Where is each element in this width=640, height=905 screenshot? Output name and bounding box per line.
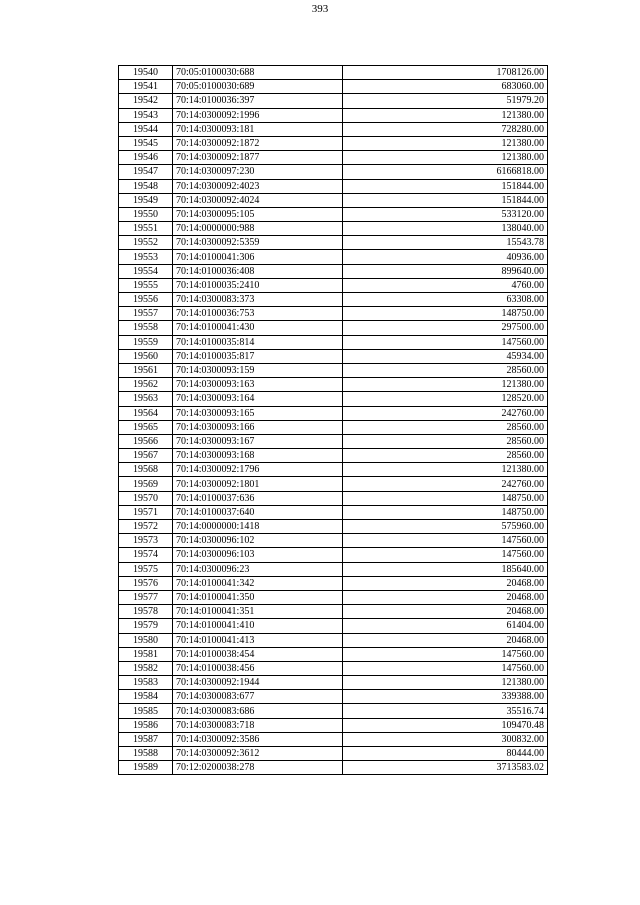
table-row xyxy=(119,193,548,207)
cadastral-value-cell: 15543.78 xyxy=(343,236,548,250)
cadastral-value-cell: 575960.00 xyxy=(343,520,548,534)
cadastral-number-cell: 70:14:0100038:454 xyxy=(173,647,343,661)
row-number-cell: 19583 xyxy=(119,676,173,690)
row-number-cell: 19543 xyxy=(119,108,173,122)
row-number-cell: 19552 xyxy=(119,236,173,250)
cadastral-number-cell: 70:14:0300092:4024 xyxy=(173,193,343,207)
row-number-cell: 19560 xyxy=(119,349,173,363)
cadastral-number-cell: 70:14:0300096:102 xyxy=(173,534,343,548)
cadastral-number-cell: 70:14:0300092:5359 xyxy=(173,236,343,250)
table-row xyxy=(119,236,548,250)
cadastral-value-cell: 148750.00 xyxy=(343,505,548,519)
cadastral-number-cell: 70:14:0300092:1877 xyxy=(173,151,343,165)
table-row xyxy=(119,335,548,349)
table-row xyxy=(119,633,548,647)
table-row xyxy=(119,66,548,80)
cadastral-value-cell: 20468.00 xyxy=(343,605,548,619)
cadastral-number-cell: 70:14:0100038:456 xyxy=(173,661,343,675)
cadastral-value-cell: 63308.00 xyxy=(343,293,548,307)
table-row xyxy=(119,264,548,278)
table-row xyxy=(119,732,548,746)
row-number-cell: 19580 xyxy=(119,633,173,647)
row-number-cell: 19578 xyxy=(119,605,173,619)
table-row xyxy=(119,576,548,590)
cadastral-number-cell: 70:14:0300093:163 xyxy=(173,378,343,392)
table-row xyxy=(119,704,548,718)
cadastral-value-cell: 20468.00 xyxy=(343,576,548,590)
row-number-cell: 19589 xyxy=(119,761,173,775)
cadastral-value-cell: 121380.00 xyxy=(343,136,548,150)
cadastral-number-cell: 70:14:0100041:410 xyxy=(173,619,343,633)
table-row xyxy=(119,406,548,420)
cadastral-value-cell: 28560.00 xyxy=(343,449,548,463)
row-number-cell: 19562 xyxy=(119,378,173,392)
cadastral-number-cell: 70:14:0100035:817 xyxy=(173,349,343,363)
row-number-cell: 19556 xyxy=(119,293,173,307)
cadastral-value-cell: 28560.00 xyxy=(343,363,548,377)
row-number-cell: 19546 xyxy=(119,151,173,165)
cadastral-number-cell: 70:12:0200038:278 xyxy=(173,761,343,775)
cadastral-value-cell: 121380.00 xyxy=(343,378,548,392)
table-body xyxy=(119,66,548,775)
cadastral-value-table xyxy=(118,65,548,775)
cadastral-number-cell: 70:14:0300092:3612 xyxy=(173,747,343,761)
cadastral-value-cell: 3713583.02 xyxy=(343,761,548,775)
cadastral-number-cell: 70:14:0100035:814 xyxy=(173,335,343,349)
cadastral-value-cell: 185640.00 xyxy=(343,562,548,576)
table-row xyxy=(119,548,548,562)
row-number-cell: 19545 xyxy=(119,136,173,150)
table-row xyxy=(119,619,548,633)
table-row xyxy=(119,151,548,165)
cadastral-number-cell: 70:14:0300092:1872 xyxy=(173,136,343,150)
cadastral-number-cell: 70:14:0100035:2410 xyxy=(173,278,343,292)
row-number-cell: 19561 xyxy=(119,363,173,377)
cadastral-number-cell: 70:14:0300093:165 xyxy=(173,406,343,420)
cadastral-number-cell: 70:14:0100036:397 xyxy=(173,94,343,108)
cadastral-number-cell: 70:14:0300092:4023 xyxy=(173,179,343,193)
row-number-cell: 19586 xyxy=(119,718,173,732)
cadastral-value-cell: 148750.00 xyxy=(343,307,548,321)
row-number-cell: 19571 xyxy=(119,505,173,519)
cadastral-value-cell: 45934.00 xyxy=(343,349,548,363)
table-row xyxy=(119,761,548,775)
cadastral-value-cell: 35516.74 xyxy=(343,704,548,718)
cadastral-number-cell: 70:14:0100041:351 xyxy=(173,605,343,619)
table-row xyxy=(119,136,548,150)
cadastral-value-cell: 899640.00 xyxy=(343,264,548,278)
cadastral-value-cell: 297500.00 xyxy=(343,321,548,335)
cadastral-number-cell: 70:14:0300093:159 xyxy=(173,363,343,377)
cadastral-number-cell: 70:14:0300095:105 xyxy=(173,207,343,221)
cadastral-number-cell: 70:14:0300083:718 xyxy=(173,718,343,732)
cadastral-value-cell: 339388.00 xyxy=(343,690,548,704)
table-row xyxy=(119,747,548,761)
table-row xyxy=(119,449,548,463)
row-number-cell: 19575 xyxy=(119,562,173,576)
row-number-cell: 19557 xyxy=(119,307,173,321)
cadastral-number-cell: 70:14:0300097:230 xyxy=(173,165,343,179)
cadastral-number-cell: 70:14:0100041:306 xyxy=(173,250,343,264)
cadastral-number-cell: 70:14:0300096:23 xyxy=(173,562,343,576)
row-number-cell: 19553 xyxy=(119,250,173,264)
table-row xyxy=(119,718,548,732)
cadastral-number-cell: 70:14:0100041:430 xyxy=(173,321,343,335)
row-number-cell: 19542 xyxy=(119,94,173,108)
cadastral-value-cell: 121380.00 xyxy=(343,151,548,165)
cadastral-value-cell: 147560.00 xyxy=(343,534,548,548)
table-row xyxy=(119,179,548,193)
cadastral-number-cell: 70:14:0300093:168 xyxy=(173,449,343,463)
cadastral-value-cell: 300832.00 xyxy=(343,732,548,746)
row-number-cell: 19551 xyxy=(119,222,173,236)
cadastral-number-cell: 70:14:0100037:640 xyxy=(173,505,343,519)
cadastral-value-cell: 148750.00 xyxy=(343,491,548,505)
row-number-cell: 19555 xyxy=(119,278,173,292)
table-row xyxy=(119,293,548,307)
cadastral-number-cell: 70:14:0000000:1418 xyxy=(173,520,343,534)
row-number-cell: 19587 xyxy=(119,732,173,746)
table-row xyxy=(119,420,548,434)
row-number-cell: 19570 xyxy=(119,491,173,505)
cadastral-value-cell: 109470.48 xyxy=(343,718,548,732)
cadastral-value-cell: 242760.00 xyxy=(343,406,548,420)
cadastral-value-cell: 20468.00 xyxy=(343,590,548,604)
cadastral-number-cell: 70:14:0100036:408 xyxy=(173,264,343,278)
cadastral-value-cell: 1708126.00 xyxy=(343,66,548,80)
cadastral-value-cell: 147560.00 xyxy=(343,548,548,562)
row-number-cell: 19559 xyxy=(119,335,173,349)
row-number-cell: 19573 xyxy=(119,534,173,548)
row-number-cell: 19567 xyxy=(119,449,173,463)
table-row xyxy=(119,278,548,292)
table-row xyxy=(119,122,548,136)
table-row xyxy=(119,661,548,675)
table-row xyxy=(119,94,548,108)
cadastral-number-cell: 70:14:0300092:1944 xyxy=(173,676,343,690)
cadastral-number-cell: 70:14:0000000:988 xyxy=(173,222,343,236)
cadastral-number-cell: 70:14:0100037:636 xyxy=(173,491,343,505)
table-row xyxy=(119,690,548,704)
cadastral-value-cell: 151844.00 xyxy=(343,179,548,193)
row-number-cell: 19569 xyxy=(119,477,173,491)
cadastral-value-cell: 128520.00 xyxy=(343,392,548,406)
row-number-cell: 19582 xyxy=(119,661,173,675)
cadastral-value-cell: 147560.00 xyxy=(343,335,548,349)
cadastral-number-cell: 70:14:0100041:413 xyxy=(173,633,343,647)
row-number-cell: 19581 xyxy=(119,647,173,661)
table-row xyxy=(119,378,548,392)
cadastral-number-cell: 70:05:0100030:689 xyxy=(173,80,343,94)
cadastral-number-cell: 70:14:0100036:753 xyxy=(173,307,343,321)
row-number-cell: 19547 xyxy=(119,165,173,179)
cadastral-value-cell: 683060.00 xyxy=(343,80,548,94)
cadastral-number-cell: 70:14:0300093:181 xyxy=(173,122,343,136)
cadastral-number-cell: 70:14:0300092:1996 xyxy=(173,108,343,122)
row-number-cell: 19585 xyxy=(119,704,173,718)
cadastral-value-cell: 121380.00 xyxy=(343,108,548,122)
row-number-cell: 19566 xyxy=(119,434,173,448)
cadastral-number-cell: 70:14:0300093:164 xyxy=(173,392,343,406)
cadastral-value-cell: 28560.00 xyxy=(343,434,548,448)
row-number-cell: 19550 xyxy=(119,207,173,221)
cadastral-value-cell: 138040.00 xyxy=(343,222,548,236)
table-row xyxy=(119,250,548,264)
table-row xyxy=(119,590,548,604)
table-row xyxy=(119,605,548,619)
cadastral-number-cell: 70:14:0100041:350 xyxy=(173,590,343,604)
table-row xyxy=(119,505,548,519)
cadastral-value-cell: 6166818.00 xyxy=(343,165,548,179)
table-row xyxy=(119,477,548,491)
row-number-cell: 19572 xyxy=(119,520,173,534)
row-number-cell: 19563 xyxy=(119,392,173,406)
cadastral-value-cell: 121380.00 xyxy=(343,676,548,690)
row-number-cell: 19554 xyxy=(119,264,173,278)
cadastral-number-cell: 70:14:0300092:1801 xyxy=(173,477,343,491)
cadastral-value-cell: 147560.00 xyxy=(343,647,548,661)
row-number-cell: 19540 xyxy=(119,66,173,80)
cadastral-number-cell: 70:05:0100030:688 xyxy=(173,66,343,80)
row-number-cell: 19588 xyxy=(119,747,173,761)
cadastral-value-cell: 147560.00 xyxy=(343,661,548,675)
row-number-cell: 19584 xyxy=(119,690,173,704)
cadastral-value-cell: 80444.00 xyxy=(343,747,548,761)
cadastral-number-cell: 70:14:0300083:686 xyxy=(173,704,343,718)
cadastral-value-cell: 728280.00 xyxy=(343,122,548,136)
cadastral-number-cell: 70:14:0300093:167 xyxy=(173,434,343,448)
cadastral-value-cell: 28560.00 xyxy=(343,420,548,434)
cadastral-value-cell: 242760.00 xyxy=(343,477,548,491)
cadastral-value-cell: 121380.00 xyxy=(343,463,548,477)
table-row xyxy=(119,676,548,690)
cadastral-value-cell: 20468.00 xyxy=(343,633,548,647)
table-row xyxy=(119,307,548,321)
row-number-cell: 19548 xyxy=(119,179,173,193)
table-row xyxy=(119,562,548,576)
table-row xyxy=(119,321,548,335)
table-row xyxy=(119,534,548,548)
cadastral-number-cell: 70:14:0100041:342 xyxy=(173,576,343,590)
cadastral-value-cell: 61404.00 xyxy=(343,619,548,633)
table-row xyxy=(119,647,548,661)
row-number-cell: 19544 xyxy=(119,122,173,136)
cadastral-number-cell: 70:14:0300096:103 xyxy=(173,548,343,562)
table-row xyxy=(119,165,548,179)
table-row xyxy=(119,520,548,534)
table-row xyxy=(119,108,548,122)
table-row xyxy=(119,463,548,477)
cadastral-value-cell: 40936.00 xyxy=(343,250,548,264)
cadastral-value-cell: 151844.00 xyxy=(343,193,548,207)
row-number-cell: 19541 xyxy=(119,80,173,94)
cadastral-value-cell: 533120.00 xyxy=(343,207,548,221)
cadastral-number-cell: 70:14:0300092:3586 xyxy=(173,732,343,746)
row-number-cell: 19564 xyxy=(119,406,173,420)
cadastral-number-cell: 70:14:0300093:166 xyxy=(173,420,343,434)
table-row xyxy=(119,363,548,377)
row-number-cell: 19565 xyxy=(119,420,173,434)
cadastral-number-cell: 70:14:0300083:373 xyxy=(173,293,343,307)
row-number-cell: 19558 xyxy=(119,321,173,335)
page-number: 393 xyxy=(311,3,329,15)
row-number-cell: 19568 xyxy=(119,463,173,477)
table-row xyxy=(119,434,548,448)
cadastral-number-cell: 70:14:0300092:1796 xyxy=(173,463,343,477)
table-row xyxy=(119,80,548,94)
table-row xyxy=(119,491,548,505)
cadastral-number-cell: 70:14:0300083:677 xyxy=(173,690,343,704)
row-number-cell: 19549 xyxy=(119,193,173,207)
table-row xyxy=(119,222,548,236)
table-row xyxy=(119,207,548,221)
row-number-cell: 19579 xyxy=(119,619,173,633)
cadastral-value-cell: 51979.20 xyxy=(343,94,548,108)
table-row xyxy=(119,349,548,363)
row-number-cell: 19574 xyxy=(119,548,173,562)
row-number-cell: 19577 xyxy=(119,590,173,604)
row-number-cell: 19576 xyxy=(119,576,173,590)
cadastral-value-cell: 4760.00 xyxy=(343,278,548,292)
table-row xyxy=(119,392,548,406)
